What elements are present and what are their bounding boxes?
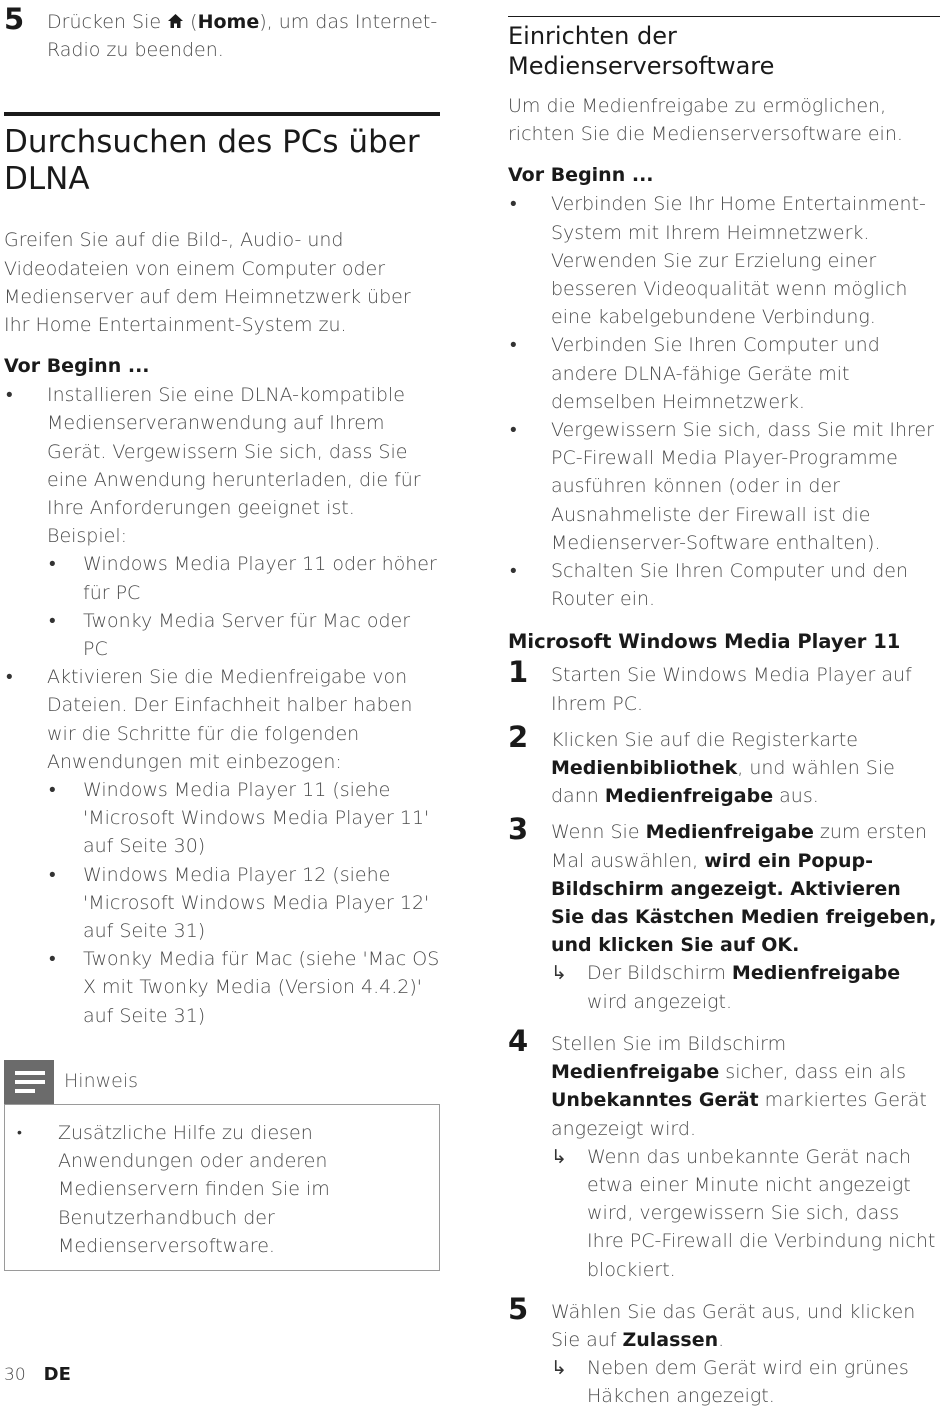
note-header	[4, 1060, 440, 1104]
section-title: Durchsuchen des PCs über DLNA	[4, 124, 420, 198]
left-column	[4, 0, 440, 1271]
step-number: 5	[4, 2, 25, 36]
step-result: ↳ Wenn das unbekannte Gerät nach etwa einer Minute nicht angezeigt wird, vergewissern Sie sich, dass Ihre PC-Firewall die Verbindung nicht blockiert.	[551, 1143, 940, 1284]
list-item: • Verbinden Sie Ihren Computer und andere DLNA-fähige Geräte mit demselben Heimnetzwerk.	[508, 331, 940, 416]
list-item: • Verbinden Sie Ihr Home Entertainment-System mit Ihrem Heimnetzwerk. Verwenden Sie zur Erzielung einer besseren Videoqualität wenn möglich eine kabelgebundene Verbindung.	[508, 190, 940, 331]
sub-list	[47, 550, 440, 663]
list-item: • Twonky Media Server für Mac oder PC	[47, 607, 440, 663]
sub-heading: Microsoft Windows Media Player 11	[508, 630, 901, 654]
list-item: • Schalten Sie Ihren Computer und den Router ein.	[508, 557, 940, 613]
result-arrow-icon: ↳	[551, 962, 567, 985]
step-result: ↳ Neben dem Gerät wird ein grünes Häkchen angezeigt.	[551, 1354, 940, 1410]
prereq-list	[4, 381, 440, 1030]
language-code: DE	[43, 1364, 71, 1385]
list-item: • Aktivieren Sie die Medienfreigabe von Dateien. Der Einfachheit halber haben wir die Schritte für die folgenden Anwendungen mit einbezogen: • Windows Media Player 11 (siehe 'Microsoft Windows Media Player 11' auf Seite 30) • Windows Media Player 12 (siehe 'Microsoft Windows Media Player 12' auf Seite 31) • Twonky Media für Mac (siehe 'Mac OS X mit Twonky Media (Version 4.4.2)' auf Seite 31)	[4, 663, 440, 1030]
before-heading: Vor Beginn ...	[4, 355, 150, 378]
note-text: • Zusätzliche Hilfe zu diesen Anwendungen oder anderen Medienservern finden Sie im Benutzerhandbuch der Medienserversoftware.	[15, 1119, 429, 1260]
intro-paragraph: Um die Medienfreigabe zu ermöglichen, richten Sie die Medienserversoftware ein.	[508, 95, 903, 146]
page-footer	[4, 1364, 71, 1385]
step-2: 2 Klicken Sie auf die Registerkarte Medienbibliothek, und wählen Sie dann Medienfreigabe aus.	[508, 719, 895, 808]
step-3: 3 Wenn Sie Medienfreigabe zum ersten Mal auswählen, wird ein Popup-Bildschirm angezeigt. Aktivieren Sie das Kästchen Medien freigeben, und klicken Sie auf OK. ↳ Der Bildschirm Medienfreigabe wird angezeigt.	[508, 818, 940, 1015]
step-4: 4 Stellen Sie im Bildschirm Medienfreigabe sicher, dass ein als Unbekanntes Gerät markiertes Gerät angezeigt wird. ↳ Wenn das unbekannte Gerät nach etwa einer Minute nicht angezeigt wird, vergewissern Sie sich, dass Ihre PC-Firewall die Verbindung nicht blockiert.	[508, 1030, 940, 1284]
right-column	[508, 0, 940, 1411]
list-item: • Windows Media Player 11 (siehe 'Microsoft Windows Media Player 11' auf Seite 30)	[47, 776, 440, 861]
list-item: • Vergewissern Sie sich, dass Sie mit Ihrer PC-Firewall Media Player-Programme ausführen können (oder in der Ausnahmeliste der Firewall ist die Medienserver-Software enthalten).	[508, 416, 940, 557]
list-item: • Windows Media Player 11 oder höher für PC	[47, 550, 440, 606]
before-heading: Vor Beginn ...	[508, 164, 654, 187]
note-icon	[4, 1060, 54, 1104]
result-arrow-icon: ↳	[551, 1145, 567, 1168]
prereq-list	[508, 190, 940, 613]
page-number: 30	[4, 1365, 26, 1385]
step-1: 1 Starten Sie Windows Media Player auf Ihrem PC.	[508, 655, 912, 715]
step-5-home: 5 Drücken Sie (Home), um das Internet-Radio zu beenden.	[4, 2, 438, 62]
sub-list	[47, 776, 440, 1030]
list-item: • Installieren Sie eine DLNA-kompatible Medienserveranwendung auf Ihrem Gerät. Vergewissern Sie sich, dass Sie eine Anwendung herunterladen, die für Ihre Anforderungen geeignet ist. Beispiel: • Windows Media Player 11 oder höher für PC • Twonky Media Server für Mac oder PC	[4, 381, 440, 663]
home-icon	[167, 13, 184, 29]
intro-paragraph: Greifen Sie auf die Bild-, Audio- und Videodateien von einem Computer oder Medienserver auf dem Heimnetzwerk über Ihr Home Entertainment-System zu.	[4, 229, 411, 337]
list-item: • Twonky Media für Mac (siehe 'Mac OS X mit Twonky Media (Version 4.4.2)' auf Seite 31)	[47, 945, 440, 1030]
step-5: 5 Wählen Sie das Gerät aus, und klicken Sie auf Zulassen. ↳ Neben dem Gerät wird ein grünes Häkchen angezeigt.	[508, 1298, 940, 1411]
list-item: • Windows Media Player 12 (siehe 'Microsoft Windows Media Player 12' auf Seite 31)	[47, 861, 440, 946]
section-divider	[508, 16, 940, 17]
section-title: Einrichten der Medienserversoftware	[508, 22, 775, 80]
step-result: ↳ Der Bildschirm Medienfreigabe wird angezeigt.	[551, 959, 940, 1015]
section-divider	[4, 112, 440, 116]
result-arrow-icon: ↳	[551, 1357, 567, 1380]
note-box	[4, 1104, 440, 1271]
note-title: Hinweis	[64, 1069, 139, 1092]
